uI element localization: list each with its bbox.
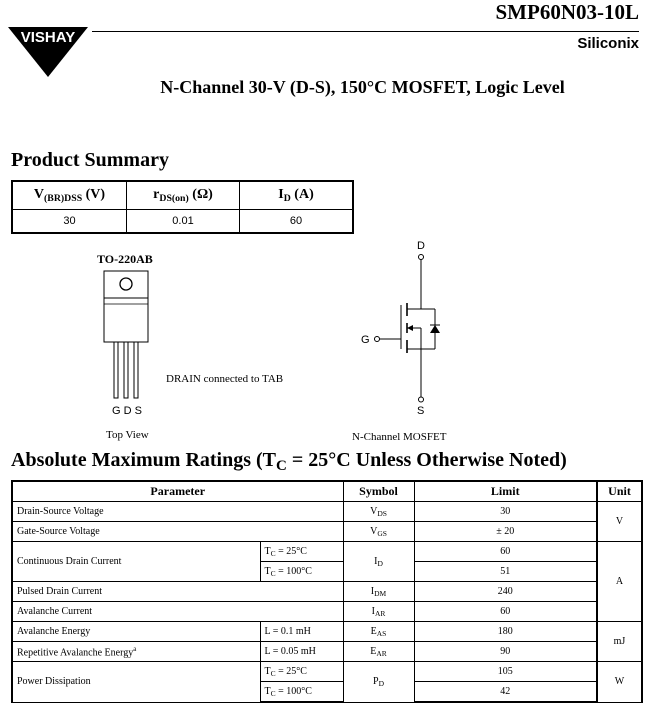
brand-name: Siliconix [577, 35, 639, 52]
amr-row [12, 522, 642, 542]
amr-condition: $T_C = 100^\circ C$ [260, 562, 343, 582]
amr-limit: 30 [414, 502, 597, 522]
amr-param: Pulsed Drain Current [12, 582, 343, 602]
drain-note: DRAIN connected to TAB [166, 373, 284, 385]
amr-row [12, 542, 642, 562]
amr-header-unit: Unit [597, 481, 642, 502]
amr-param: Power Dissipation [12, 662, 260, 703]
header-rule [92, 31, 639, 32]
amr-row [12, 662, 642, 682]
document-title: N-Channel 30-V (D-S), 150°C MOSFET, Logic Level [160, 77, 565, 97]
amr-header-limit: Limit [414, 481, 597, 502]
ps-value-id: 60 [240, 210, 354, 234]
source-label: S [417, 405, 425, 417]
ps-value-vbrdss: 30 [12, 210, 127, 234]
package-pin-labels: G D S [112, 405, 142, 417]
amr-symbol: $I_D$ [343, 542, 414, 582]
amr-row [12, 642, 642, 662]
amr-condition: $T_C = 25^\circ C$ [260, 662, 343, 682]
product-summary-heading: Product Summary [11, 149, 169, 171]
amr-limit: 42 [414, 682, 597, 703]
amr-heading: Absolute Maximum Ratings ($T_C = 25^\circ C$ Unless Otherwise Noted) [11, 449, 567, 474]
amr-row [12, 502, 642, 522]
amr-row [12, 582, 642, 602]
amr-unit: V [597, 502, 642, 542]
ps-header-vbrdss: $V_{(BR)DSS}$ (V) [12, 181, 127, 210]
product-summary-table [11, 180, 354, 234]
amr-param: Gate-Source Voltage [12, 522, 343, 542]
amr-unit: mJ [597, 622, 642, 662]
gate-label: G [361, 334, 370, 346]
amr-limit: ± 20 [414, 522, 597, 542]
amr-symbol: $P_D$ [343, 662, 414, 703]
amr-symbol: $I_{AR}$ [343, 602, 414, 622]
amr-param: Continuous Drain Current [12, 542, 260, 582]
amr-limit: 90 [414, 642, 597, 662]
drain-label: D [417, 240, 425, 252]
part-number: SMP60N03-10L [495, 0, 639, 24]
package-name: TO-220AB [97, 252, 153, 266]
amr-limit: 105 [414, 662, 597, 682]
amr-limit: 240 [414, 582, 597, 602]
amr-condition: L = 0.1 mH [260, 622, 343, 642]
amr-row [12, 622, 642, 642]
amr-symbol: $V_{DS}$ [343, 502, 414, 522]
amr-row [12, 602, 642, 622]
amr-param: Avalanche Current [12, 602, 343, 622]
ps-header-rdson: $r_{DS(on)}$ (Ω) [127, 181, 240, 210]
amr-limit: 51 [414, 562, 597, 582]
logo-text: VISHAY [20, 29, 76, 46]
amr-table [11, 480, 643, 703]
amr-limit: 60 [414, 602, 597, 622]
amr-symbol: $E_{AS}$ [343, 622, 414, 642]
amr-symbol: $V_{GS}$ [343, 522, 414, 542]
n-channel-mosfet-symbol [355, 237, 455, 417]
to220-package-drawing [98, 268, 158, 403]
ps-value-rdson: 0.01 [127, 210, 240, 234]
amr-header-symbol: Symbol [343, 481, 414, 502]
amr-symbol: $E_{AR}$ [343, 642, 414, 662]
amr-condition: $T_C = 25^\circ C$ [260, 542, 343, 562]
amr-param: Drain-Source Voltage [12, 502, 343, 522]
amr-param: Repetitive Avalanche Energy$^a$ [12, 642, 260, 662]
amr-condition: $T_C = 100^\circ C$ [260, 682, 343, 703]
mosfet-caption: N-Channel MOSFET [352, 431, 447, 443]
vishay-logo [8, 27, 88, 77]
top-view-label: Top View [106, 429, 149, 441]
amr-header-parameter: Parameter [12, 481, 343, 502]
amr-limit: 60 [414, 542, 597, 562]
amr-condition: L = 0.05 mH [260, 642, 343, 662]
amr-param: Avalanche Energy [12, 622, 260, 642]
amr-unit: A [597, 542, 642, 622]
amr-unit: W [597, 662, 642, 703]
ps-header-id: $I_D$ (A) [240, 181, 354, 210]
amr-limit: 180 [414, 622, 597, 642]
amr-symbol: $I_{DM}$ [343, 582, 414, 602]
